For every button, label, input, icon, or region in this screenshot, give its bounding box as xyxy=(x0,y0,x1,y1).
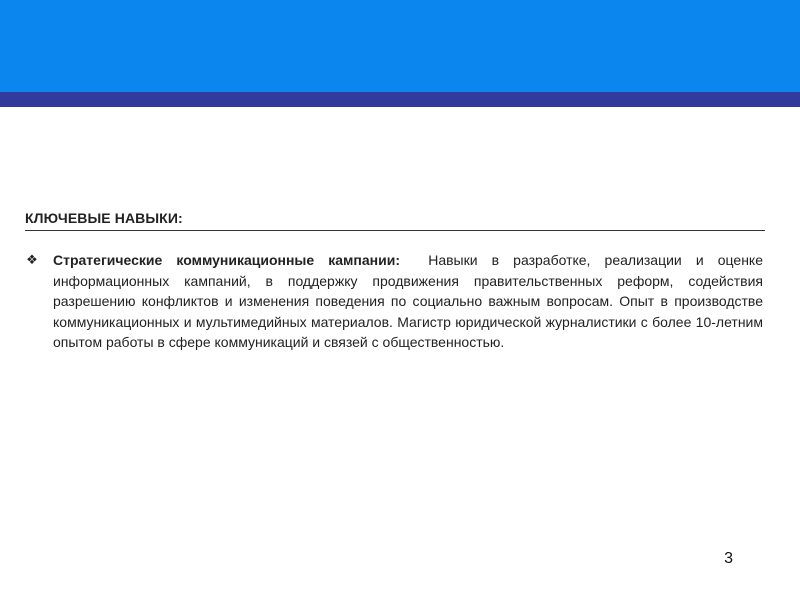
page-number: 3 xyxy=(724,550,733,567)
section-heading: КЛЮЧЕВЫЕ НАВЫКИ: xyxy=(25,210,765,231)
skill-description: Навыки в разработке, реализации и оценке информационных кампаний, в поддержку продвижения правительственных реформ, содействия разрешению конфликтов и изменения поведения по социально важным вопросам. Опыт в производстве коммуникационных и мультимедийных материалов. Магистр юридической журналистики с более 10-летним опытом работы в сфере коммуникаций и связей с общественностью. xyxy=(53,252,763,351)
header-band xyxy=(0,0,800,92)
header-stripe xyxy=(0,92,800,107)
skills-section xyxy=(25,210,765,353)
skill-item xyxy=(25,250,765,353)
skill-title: Стратегические коммуникационные кампании: xyxy=(53,252,400,268)
diamond-bullet-icon: ❖ xyxy=(26,252,38,267)
